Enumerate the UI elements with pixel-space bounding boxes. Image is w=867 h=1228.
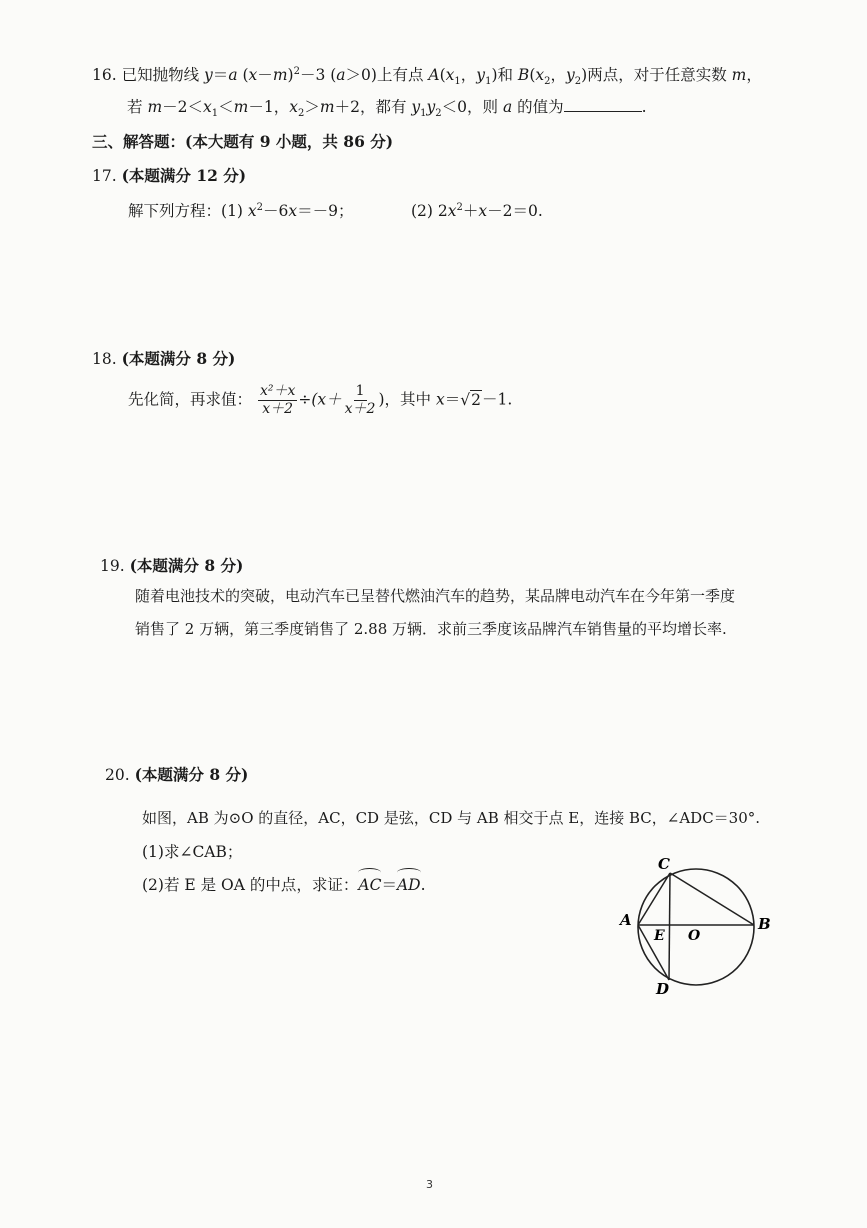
math-token: m	[731, 66, 747, 85]
math-token: a	[228, 66, 238, 85]
math-token: a	[502, 98, 513, 116]
q18-body	[128, 383, 512, 418]
math-token: ＞0)上有点	[345, 66, 429, 85]
paren-close: )，其中	[378, 390, 436, 409]
q18-header	[92, 349, 235, 369]
q20-period: .	[420, 876, 426, 894]
math-token: B	[517, 66, 530, 85]
circle-figure	[612, 850, 782, 1000]
q16-line1	[92, 62, 762, 92]
math-token: ＝	[212, 66, 229, 85]
q19-line2: 销售了 2 万辆，第三季度销售了 2.88 万辆．求前三季度该品牌汽车销售量的平均增长率.	[135, 620, 727, 638]
label-o: O	[688, 928, 701, 944]
page-number: 3	[426, 1178, 433, 1191]
label-e: E	[654, 928, 665, 944]
q17-body	[128, 198, 354, 221]
label-a: A	[620, 911, 632, 929]
math-token: 2	[256, 202, 264, 213]
math-token: y	[476, 66, 486, 85]
math-token: m	[319, 98, 335, 116]
math-token: 1	[420, 108, 427, 120]
q17-part1-label: (1)	[221, 202, 248, 221]
chord-cd	[669, 873, 670, 980]
math-token: －	[257, 66, 273, 85]
fraction-2-denominator: x＋2	[344, 401, 376, 417]
math-token: ＋2，都有	[334, 98, 412, 116]
math-token: ＋	[462, 202, 479, 221]
math-token: x	[288, 202, 298, 221]
math-token: ＞	[304, 98, 320, 116]
math-token: m	[233, 98, 249, 116]
math-token: －2＝0.	[487, 202, 543, 221]
q19-header	[100, 556, 243, 576]
math-token: 2	[435, 108, 442, 120]
q20-score: (本题满分 8 分)	[134, 765, 249, 784]
math-token: ＜0，则	[441, 98, 503, 116]
q17-number: 17.	[92, 167, 117, 185]
math-token: 2	[297, 108, 305, 120]
q19-line1: 随着电池技术的突破，电动汽车已呈替代燃油汽车的趋势，某品牌电动汽车在今年第一季度	[135, 587, 736, 605]
math-token: m	[272, 66, 288, 85]
arc-ac: AC	[358, 876, 382, 894]
label-b: B	[758, 915, 771, 933]
math-token: 2	[293, 66, 300, 77]
math-token: 2	[574, 76, 582, 88]
division-sign: ÷	[298, 390, 312, 409]
q16-line2	[127, 97, 647, 124]
math-token: ＜	[218, 98, 234, 116]
math-token: y	[426, 98, 436, 116]
q17-score: (本题满分 12 分)	[121, 166, 247, 185]
circle-o	[638, 869, 754, 985]
math-token: －1，	[248, 98, 290, 116]
q20-number: 20.	[105, 766, 130, 784]
math-token: 2	[437, 202, 448, 221]
q17-part2	[411, 198, 543, 221]
q18-number: 18.	[92, 350, 117, 368]
math-token: 2	[544, 76, 551, 88]
q16-text-line2	[127, 98, 564, 120]
fraction-2	[343, 383, 378, 418]
label-c: C	[658, 855, 670, 873]
math-token: a	[336, 66, 346, 85]
q17-part1-equation	[248, 202, 354, 220]
math-token: )	[287, 66, 294, 85]
math-token: ，	[460, 66, 477, 85]
q20-sub1: (1)求∠CAB；	[142, 843, 243, 861]
q17-part2-equation	[438, 202, 543, 220]
math-token: x	[247, 202, 257, 221]
math-token: 已知抛物线	[121, 66, 205, 85]
fraction-1-numerator: x²＋x	[259, 383, 296, 399]
math-token: x	[203, 98, 212, 116]
q20-sub2	[142, 875, 426, 895]
equals-sign: ＝	[444, 390, 461, 409]
math-token: 1	[454, 76, 461, 88]
math-token: y	[204, 66, 213, 85]
chord-ac	[638, 873, 670, 925]
q19-number: 19.	[100, 557, 125, 575]
math-token: y	[566, 66, 575, 85]
q18-score: (本题满分 8 分)	[121, 349, 236, 368]
q20-sub2-text: (2)若 E 是 OA 的中点，求证：	[142, 876, 359, 894]
math-token: 若	[127, 98, 148, 116]
paren-open: (x＋	[311, 390, 342, 409]
variable-x: x	[435, 390, 445, 409]
q20-line1: 如图，AB 为⊙O 的直径，AC，CD 是弦，CD 与 AB 相交于点 E，连接 BC，∠ADC＝30°.	[142, 809, 761, 827]
sqrt-expression: √2	[460, 390, 481, 409]
math-token: 1	[211, 108, 219, 120]
math-token: x	[535, 66, 545, 85]
q18-tail: －1.	[481, 390, 513, 409]
sqrt-radicand: 2	[471, 390, 481, 409]
q16-text-line1	[121, 66, 762, 88]
math-token: )和	[491, 66, 518, 85]
math-token: －3 (	[299, 66, 337, 85]
math-token: x	[447, 202, 457, 221]
math-token: ，	[550, 66, 567, 85]
math-token: y	[411, 98, 421, 116]
q17-part2-label: (2)	[411, 202, 438, 221]
q19-score: (本题满分 8 分)	[129, 556, 244, 575]
math-token: (	[529, 66, 536, 85]
q16-number: 16.	[92, 66, 117, 85]
section-3-title: 三、解答题：(本大题有 9 小题，共 86 分)	[92, 132, 394, 151]
fraction-1-denominator: x＋2	[262, 401, 294, 417]
math-token: －6	[263, 202, 289, 221]
math-token: ，	[746, 66, 762, 85]
fraction-1	[258, 383, 297, 418]
q20-header	[105, 765, 248, 785]
math-token: x	[445, 66, 455, 85]
arc-ad: AD	[396, 876, 421, 894]
answer-blank[interactable]	[564, 97, 642, 112]
q17-intro: 解下列方程：	[128, 202, 222, 221]
chord-bc	[670, 873, 754, 925]
math-token: (	[439, 66, 446, 85]
math-token: 的值为	[512, 98, 564, 116]
math-token: 2	[456, 202, 463, 213]
math-token: A	[428, 66, 440, 85]
math-token: )两点，对于任意实数	[581, 66, 732, 85]
fraction-2-numerator: 1	[355, 383, 365, 399]
q16-period: .	[641, 98, 647, 116]
math-token: x	[289, 98, 298, 116]
math-token: ＝－9；	[297, 202, 354, 221]
q18-intro: 先化简，再求值：	[128, 390, 253, 409]
math-token: x	[478, 202, 488, 221]
math-token: x	[248, 66, 258, 85]
math-token: m	[147, 98, 163, 116]
arc-equals: ＝	[381, 876, 397, 894]
label-d: D	[656, 980, 670, 998]
q17-header	[92, 166, 246, 186]
math-token: －2＜	[162, 98, 204, 116]
math-token: (	[237, 66, 249, 85]
math-token: 1	[485, 76, 492, 88]
